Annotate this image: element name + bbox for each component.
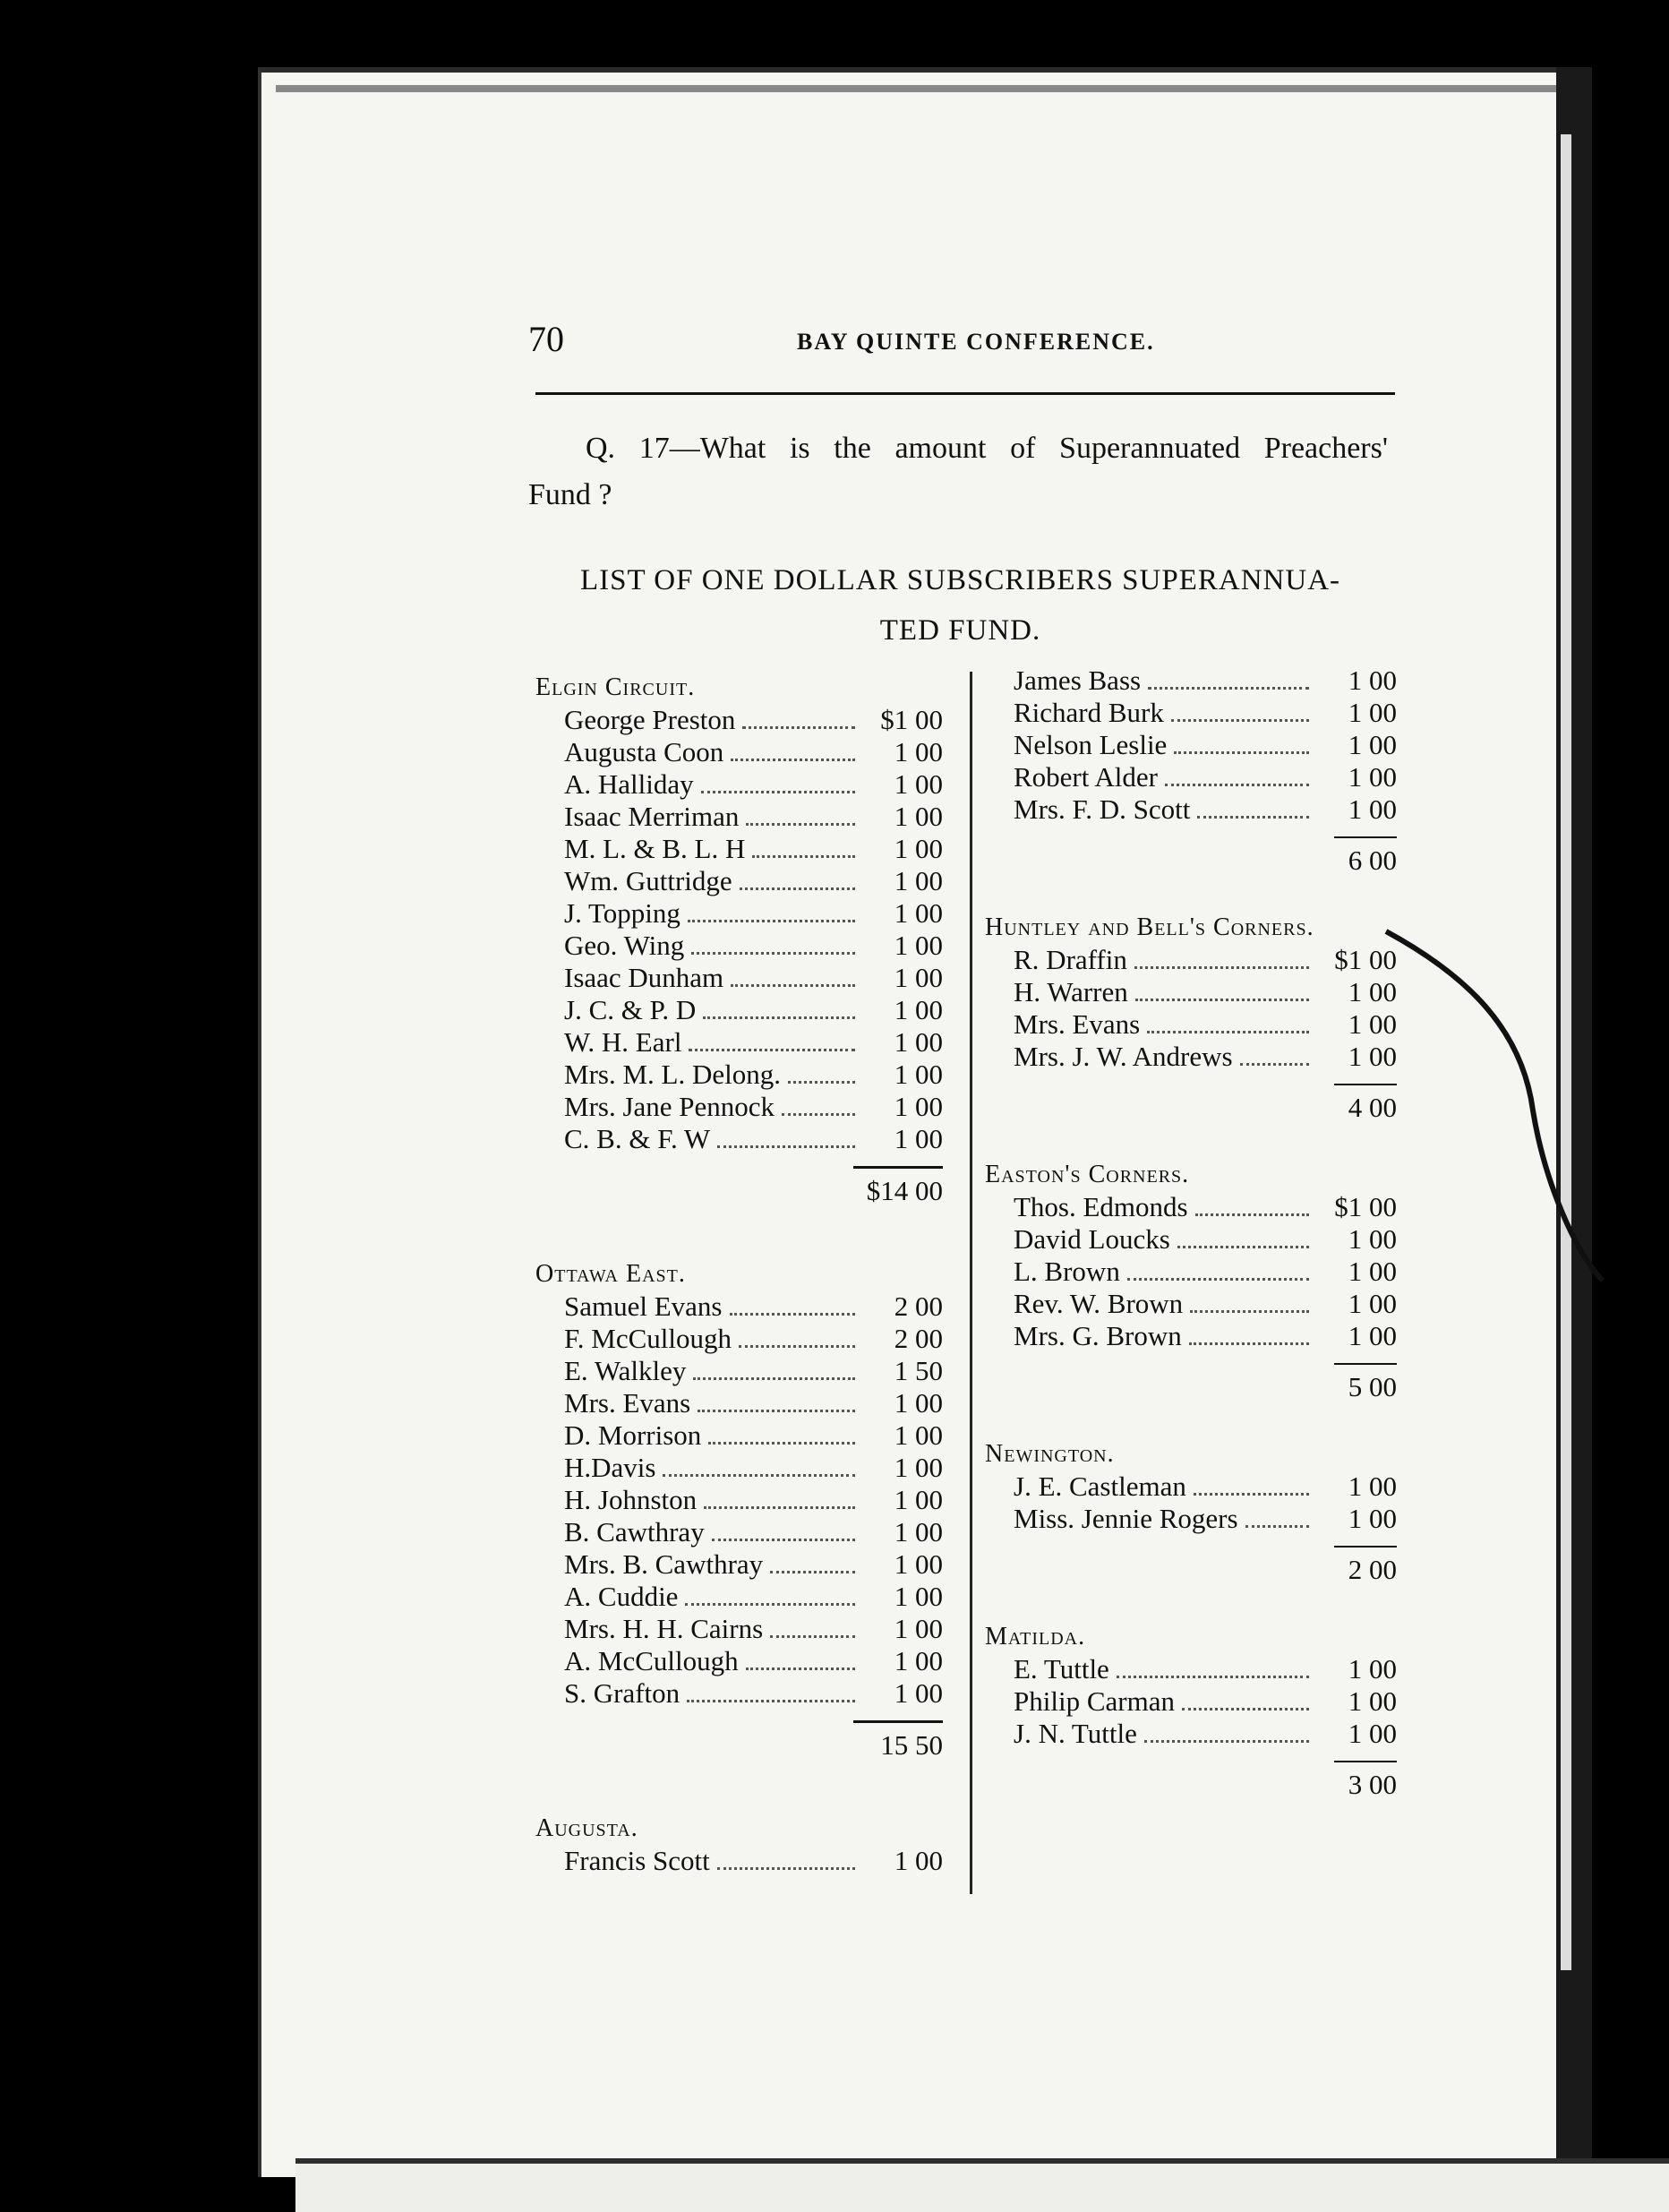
subscriber-amount: 1 00 <box>1348 1041 1397 1072</box>
subscriber-amount: 1 00 <box>1348 1320 1397 1351</box>
subscriber-name: George Preston <box>564 704 736 735</box>
question-line-1: Q. 17—What is the amount of Superannuated Preachers' <box>586 432 1388 465</box>
circuit-total: $14 00 <box>866 1175 943 1206</box>
subscriber-amount: 1 00 <box>1348 1685 1397 1717</box>
subscriber-name: S. Grafton <box>564 1677 680 1709</box>
subscriber-name: David Loucks <box>1014 1223 1170 1255</box>
subscriber-name: Mrs. G. Brown <box>1014 1320 1182 1351</box>
circuit-heading: Easton's Corners. <box>985 1161 1190 1188</box>
subscriber-name: E. Walkley <box>564 1355 687 1386</box>
circuit-total: 6 00 <box>1348 845 1397 876</box>
subscriber-amount: 1 00 <box>894 1452 943 1483</box>
subscriber-amount: 1 00 <box>1348 1008 1397 1040</box>
subscriber-name: J. E. Castleman <box>1014 1470 1186 1502</box>
subscriber-amount: 1 00 <box>1348 1256 1397 1287</box>
subscriber-amount: 1 00 <box>1348 729 1397 760</box>
subscriber-name: Mrs. F. D. Scott <box>1014 793 1191 825</box>
subscriber-amount: 2 00 <box>894 1323 943 1354</box>
circuit-total: 4 00 <box>1348 1092 1397 1123</box>
subscriber-name: Rev. W. Brown <box>1014 1288 1184 1319</box>
subscriber-name: Samuel Evans <box>564 1290 723 1322</box>
subscriber-amount: 1 00 <box>1348 1288 1397 1319</box>
subscriber-name: Mrs. B. Cawthray <box>564 1548 764 1580</box>
circuit-heading: Newington. <box>985 1440 1115 1468</box>
subscriber-amount: 1 00 <box>894 1091 943 1122</box>
subscriber-name: D. Morrison <box>564 1419 702 1451</box>
subscriber-name: F. McCullough <box>564 1323 732 1354</box>
subscriber-name: Francis Scott <box>564 1845 710 1876</box>
circuit-heading: Augusta. <box>535 1814 638 1842</box>
subscriber-name: Mrs. Evans <box>564 1387 691 1419</box>
subscriber-amount: 1 00 <box>894 865 943 896</box>
subscriber-amount: 1 00 <box>894 1484 943 1515</box>
subscriber-amount: 1 00 <box>1348 761 1397 793</box>
subscriber-name: Richard Burk <box>1014 697 1164 728</box>
subscriber-amount: 1 00 <box>894 1419 943 1451</box>
subscriber-name: W. H. Earl <box>564 1026 682 1058</box>
subscriber-amount: 1 00 <box>894 1845 943 1876</box>
subscriber-name: James Bass <box>1014 664 1142 696</box>
subscriber-amount: 1 50 <box>894 1355 943 1386</box>
subscriber-name: Isaac Merriman <box>564 801 740 832</box>
subscriber-name: A. Halliday <box>564 768 694 800</box>
subscriber-name: M. L. & B. L. H <box>564 833 746 864</box>
page-number: 70 <box>528 319 564 359</box>
subscriber-name: C. B. & F. W <box>564 1123 711 1154</box>
circuit-total: 5 00 <box>1348 1371 1397 1402</box>
list-title-line-1: LIST OF ONE DOLLAR SUBSCRIBERS SUPERANNUA- <box>579 564 1341 596</box>
subscriber-name: J. C. & P. D <box>564 994 697 1025</box>
subscriber-amount: 1 00 <box>894 1123 943 1154</box>
subscriber-name: Robert Alder <box>1014 761 1158 793</box>
subscriber-amount: 1 00 <box>1348 1223 1397 1255</box>
circuit-heading: Matilda. <box>985 1623 1086 1650</box>
subscriber-amount: 1 00 <box>894 768 943 800</box>
circuit-heading: Huntley and Bell's Corners. <box>985 913 1314 941</box>
subscriber-name: Mrs. M. L. Delong. <box>564 1059 781 1090</box>
subscriber-amount: $1 00 <box>1334 1191 1397 1222</box>
subscriber-name: Mrs. Evans <box>1014 1008 1141 1040</box>
subscriber-name: Mrs. H. H. Cairns <box>564 1613 764 1644</box>
subscriber-amount: 1 00 <box>894 1059 943 1090</box>
subscriber-amount: 1 00 <box>1348 697 1397 728</box>
subscriber-name: J. N. Tuttle <box>1014 1718 1137 1749</box>
subscriber-name: Isaac Dunham <box>564 962 724 993</box>
question-line-2: Fund ? <box>528 478 612 511</box>
subscriber-name: Miss. Jennie Rogers <box>1014 1503 1238 1534</box>
subscriber-amount: 1 00 <box>894 994 943 1025</box>
subscriber-name: Wm. Guttridge <box>564 865 732 896</box>
subscriber-name: R. Draffin <box>1014 944 1127 975</box>
subscriber-amount: 1 00 <box>1348 1503 1397 1534</box>
circuit-total: 3 00 <box>1348 1769 1397 1800</box>
subscriber-amount: $1 00 <box>880 704 943 735</box>
subscriber-amount: 1 00 <box>894 1581 943 1612</box>
subscriber-name: L. Brown <box>1014 1256 1120 1287</box>
subscriber-amount: 1 00 <box>1348 976 1397 1007</box>
subscriber-name: Philip Carman <box>1014 1685 1175 1717</box>
subscriber-amount: 1 00 <box>1348 664 1397 696</box>
subscriber-amount: 1 00 <box>894 1387 943 1419</box>
subscriber-amount: 1 00 <box>894 1677 943 1709</box>
subscriber-amount: 1 00 <box>894 1645 943 1676</box>
subscriber-name: Thos. Edmonds <box>1014 1191 1188 1222</box>
list-title-line-2: TED FUND. <box>879 614 1041 647</box>
subscriber-name: H. Warren <box>1014 976 1128 1007</box>
subscriber-amount: 1 00 <box>894 1548 943 1580</box>
subscriber-amount: 2 00 <box>894 1290 943 1322</box>
subscriber-amount: 1 00 <box>1348 1718 1397 1749</box>
subscriber-name: A. Cuddie <box>564 1581 679 1612</box>
subscriber-amount: 1 00 <box>894 1516 943 1548</box>
subscriber-amount: 1 00 <box>1348 1470 1397 1502</box>
subscriber-name: J. Topping <box>564 897 680 929</box>
subscriber-amount: 1 00 <box>894 962 943 993</box>
subscriber-amount: 1 00 <box>1348 1653 1397 1685</box>
circuit-heading: Elgin Circuit. <box>535 673 696 701</box>
subscriber-amount: 1 00 <box>1348 793 1397 825</box>
subscriber-name: Nelson Leslie <box>1014 729 1168 760</box>
subscriber-amount: 1 00 <box>894 801 943 832</box>
circuit-total: 15 50 <box>880 1729 943 1761</box>
subscriber-amount: 1 00 <box>894 1613 943 1644</box>
subscriber-amount: $1 00 <box>1334 944 1397 975</box>
subscriber-amount: 1 00 <box>894 930 943 961</box>
subscriber-amount: 1 00 <box>894 1026 943 1058</box>
running-head: BAY QUINTE CONFERENCE. <box>797 329 1155 355</box>
subscriber-amount: 1 00 <box>894 897 943 929</box>
circuit-total: 2 00 <box>1348 1554 1397 1585</box>
subscriber-name: A. McCullough <box>564 1645 739 1676</box>
subscriber-name: H. Johnston <box>564 1484 698 1515</box>
subscriber-name: B. Cawthray <box>564 1516 705 1548</box>
subscriber-name: E. Tuttle <box>1014 1653 1109 1685</box>
circuit-heading: Ottawa East. <box>535 1260 686 1288</box>
subscriber-amount: 1 00 <box>894 833 943 864</box>
subscriber-name: Mrs. Jane Pennock <box>564 1091 775 1122</box>
subscriber-name: H.Davis <box>564 1452 656 1483</box>
subscriber-name: Geo. Wing <box>564 930 685 961</box>
subscriber-amount: 1 00 <box>894 736 943 767</box>
subscriber-name: Mrs. J. W. Andrews <box>1014 1041 1233 1072</box>
subscriber-name: Augusta Coon <box>564 736 724 767</box>
